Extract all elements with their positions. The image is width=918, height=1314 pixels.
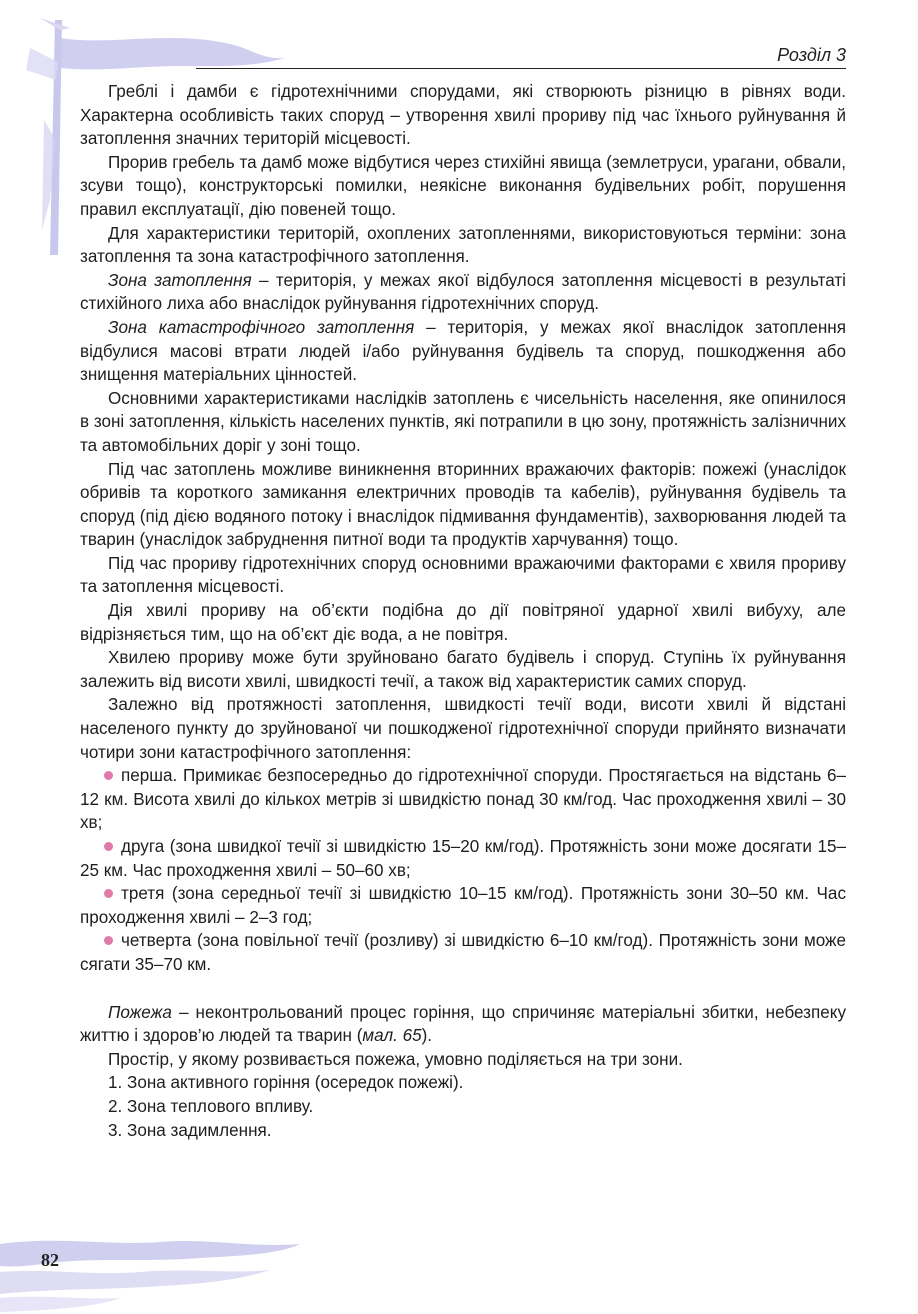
bullet-item: [80, 882, 846, 929]
page-content: [80, 80, 846, 1142]
definition-text: – територія, у межах якої відбулося затоплення місцевості в результаті стихійного лиха або внаслідок руйнування гідротехнічних споруд.: [80, 270, 846, 314]
header-rule: [196, 68, 846, 69]
paragraph: Прорив гребель та дамб може відбутися через стихійні явища (землетруси, урагани, обвали, зсуви тощо), конструкторські помилки, неякісне виконання будівельних робіт, порушення правил експлуатації, дію повеней тощо.: [80, 152, 846, 219]
paragraph: Основними характеристиками наслідків затоплень є чисельність населення, яке опинилося в зоні затоплення, кількість населених пунктів, які потрапили в цю зону, протяжність залізничних та автомобільних доріг у зоні тощо.: [80, 388, 847, 455]
paragraph: Простір, у якому розвивається пожежа, умовно поділяється на три зони.: [108, 1049, 683, 1069]
definition-close: ).: [421, 1026, 433, 1046]
bullet-text: перша. Примикає безпосередньо до гідротехнічної споруди. Простягається на відстань 6–12 км. Висота хвилі до кількох метрів зі швидкістю понад 30 км/год. Час проходження хвилі – 30 хв;: [80, 766, 846, 833]
numbered-item: 2. Зона теплового впливу.: [108, 1096, 314, 1116]
bullet-text: третя (зона середньої течії зі швидкістю 10–15 км/год). Протяжність зони 30–50 км. Час проходження хвилі – 2–3 год;: [80, 884, 846, 927]
bullet-item: [80, 764, 846, 835]
bullet-icon: [104, 842, 113, 851]
bullet-text: четверта (зона повільної течії (розливу) зі швидкістю 6–10 км/год). Протяжність зони може сягати 35–70 км.: [80, 931, 846, 974]
paragraph: Для характеристики територій, охоплених затопленнями, використовуються терміни: зона затоплення та зона катастрофічного затоплення.: [80, 223, 846, 267]
numbered-item: 3. Зона задимлення.: [108, 1120, 272, 1140]
bullet-icon: [104, 771, 113, 780]
numbered-item: 1. Зона активного горіння (осередок пожежі).: [108, 1073, 464, 1093]
definition-term: Зона затоплення: [108, 270, 252, 290]
paragraph: Під час прориву гідротехнічних споруд основними вражаючими факторами є хвиля прориву та затоплення місцевості.: [80, 553, 846, 597]
definition-term: Пожежа: [108, 1002, 172, 1022]
bullet-icon: [104, 936, 113, 945]
bullet-icon: [104, 889, 113, 898]
definition-paragraph: [80, 316, 846, 387]
definition-text: – неконтрольований процес горіння, що спричиняє матеріальні збитки, небезпеку життю і здоров’ю людей та тварин (: [80, 1002, 846, 1046]
paragraph: Залежно від протяжності затоплення, швидкості течії води, висоти хвилі й відстані населеного пункту до зруйнованої чи пошкодженої гідротехнічної споруди прийнято визначати чотири зони катастрофічного затоплення:: [80, 695, 846, 762]
paragraph: Хвилею прориву може бути зруйновано багато будівель і споруд. Ступінь їх руйнування залежить від висоти хвилі, швидкості течії, а також від характеристик самих споруд.: [80, 648, 846, 691]
paragraph: Греблі і дамби є гідротехнічними спорудами, які створюють різницю в рівнях води. Характерна особливість таких споруд – утворення хвилі прориву під час їхнього руйнування й затоплення значних територій місцевості.: [80, 82, 846, 149]
section-title: Розділ 3: [777, 45, 846, 65]
paragraph: Під час затоплень можливе виникнення вторинних вражаючих факторів: пожежі (унаслідок обривів та короткого замикання електричних проводів та кабелів), руйнування будівель та споруд (під дією водяного потоку і внаслідок підмивання фундаментів), захворювання людей та тварин (унаслідок забруднення питної води та продуктів харчування) тощо.: [80, 459, 846, 550]
figure-reference: мал. 65: [362, 1026, 422, 1046]
definition-term: Зона катастрофічного затоплення: [108, 317, 415, 337]
bullet-text: друга (зона швидкої течії зі швидкістю 15–20 км/год). Протяжність зони може досягати 15–25 км. Час проходження хвилі – 50–60 хв;: [80, 837, 846, 880]
definition-paragraph: [80, 269, 846, 316]
section-gap: [80, 977, 846, 1001]
brush-decoration-bottom: [0, 1232, 330, 1314]
page-number: 82: [41, 1250, 59, 1270]
definition-text: – територія, у межах якої внаслідок затоплення відбулися масові втрати людей і/або руйнування будівель та споруд, пошкодження або знищення матеріальних цінностей.: [80, 317, 846, 385]
bullet-item: [80, 929, 846, 976]
paragraph: Дія хвилі прориву на об’єкти подібна до дії повітряної ударної хвилі вибуху, але відрізняється тим, що на об’єкт діє вода, а не повітря.: [80, 601, 846, 644]
definition-paragraph: [80, 1001, 846, 1048]
bullet-item: [80, 835, 846, 882]
